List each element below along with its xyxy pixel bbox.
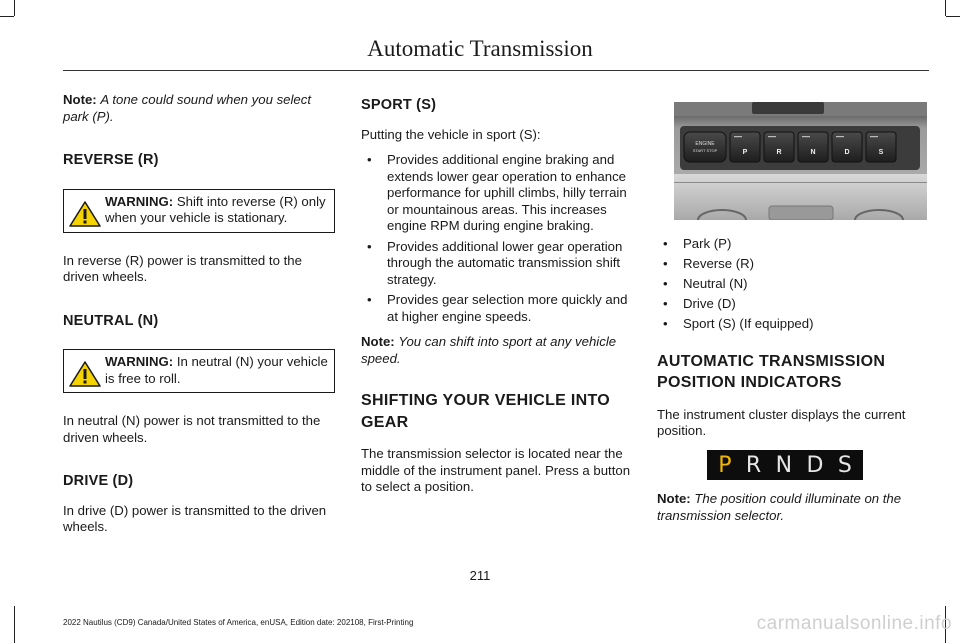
warning-text-reverse: Shift into reverse (R) only when your vehicle is stationary. <box>105 193 326 225</box>
crop-mark <box>14 0 15 16</box>
list-item: • Provides additional lower gear operation through the automatic transmission shift strategy. <box>361 239 633 289</box>
transmission-selector-illustration <box>674 102 927 220</box>
position-indicator-display <box>707 450 863 480</box>
right-column <box>657 236 929 440</box>
engine-start-button <box>684 132 726 162</box>
list-item: • Provides additional engine braking and extends lower gear operation to enhance performance for uphill climbs, hilly terrain or mountainous areas. This increases engine RPM during engine braking. <box>361 152 633 235</box>
svg-text:R: R <box>776 149 782 156</box>
note-tone: Note: A tone could sound when you select park (P). <box>63 92 312 124</box>
warning-icon <box>69 201 101 227</box>
crop-mark <box>0 16 14 17</box>
svg-text:ENGINE: ENGINE <box>695 141 715 147</box>
crop-mark <box>945 0 946 16</box>
heading-drive: DRIVE (D) <box>63 473 134 489</box>
footer-edition: 2022 Nautilus (CD9) Canada/United States of America, enUSA, Edition date: 202108, First-Printing <box>63 618 414 627</box>
note-illuminate: Note: The position could illuminate on the transmission selector. <box>657 491 902 523</box>
heading-shifting: SHIFTING YOUR VEHICLE INTO GEAR <box>361 392 611 431</box>
indicator-letter-p: P <box>718 452 732 478</box>
heading-neutral: NEUTRAL (N) <box>63 312 159 329</box>
svg-text:S: S <box>878 149 884 156</box>
warning-icon <box>69 361 101 387</box>
drive-body: In drive (D) power is transmitted to the driven wheels. <box>63 502 327 534</box>
heading-sport: SPORT (S) <box>361 97 437 113</box>
reverse-body: In reverse (R) power is transmitted to the driven wheels. <box>63 252 302 284</box>
heading-reverse: REVERSE (R) <box>63 152 159 168</box>
indicator-letter-d: D <box>806 452 824 478</box>
sport-bullet-list <box>361 152 633 325</box>
indicators-body: The instrument cluster displays the current position. <box>657 406 906 438</box>
page-title: Automatic Transmission <box>367 36 593 61</box>
transmission-selector-image <box>674 102 927 220</box>
watermark: carmanualsonline.info <box>756 613 952 634</box>
crop-mark <box>14 606 15 643</box>
warning-box-neutral: WARNING: In neutral (N) your vehicle is free to roll. <box>63 349 335 393</box>
warning-text-neutral: In neutral (N) your vehicle is free to roll. <box>105 354 328 386</box>
note-illuminate-block <box>657 491 929 524</box>
svg-text:D: D <box>844 149 850 156</box>
indicator-letter-r: R <box>745 452 762 478</box>
page-number: 211 <box>469 568 491 583</box>
indicator-letter-s: S <box>837 452 852 478</box>
sport-intro: Putting the vehicle in sport (S): <box>361 126 541 142</box>
indicator-letter-n: N <box>775 452 793 478</box>
left-column <box>63 92 335 536</box>
list-item: • Sport (S) (If equipped) <box>657 316 929 333</box>
list-item: • Neutral (N) <box>657 276 929 293</box>
shifting-body: The transmission selector is located near the middle of the instrument panel. Press a button to select a position. <box>361 446 631 494</box>
svg-text:START STOP: START STOP <box>692 148 718 153</box>
svg-text:P: P <box>742 149 748 156</box>
middle-column <box>361 97 633 496</box>
list-item: • Park (P) <box>657 236 929 253</box>
svg-text:N: N <box>810 149 816 156</box>
note-sport: Note: You can shift into sport at any vehicle speed. <box>361 334 617 366</box>
position-list <box>657 236 929 333</box>
crop-mark <box>946 16 960 17</box>
list-item: • Drive (D) <box>657 296 929 313</box>
heading-position-indicators: AUTOMATIC TRANSMISSION POSITION INDICATORS <box>657 352 886 391</box>
header-divider <box>63 70 929 71</box>
list-item: • Provides gear selection more quickly and at higher engine speeds. <box>361 292 633 325</box>
neutral-body: In neutral (N) power is not transmitted to the driven wheels. <box>63 413 321 445</box>
list-item: • Reverse (R) <box>657 256 929 273</box>
warning-box-reverse: WARNING: Shift into reverse (R) only when your vehicle is stationary. <box>63 189 335 233</box>
